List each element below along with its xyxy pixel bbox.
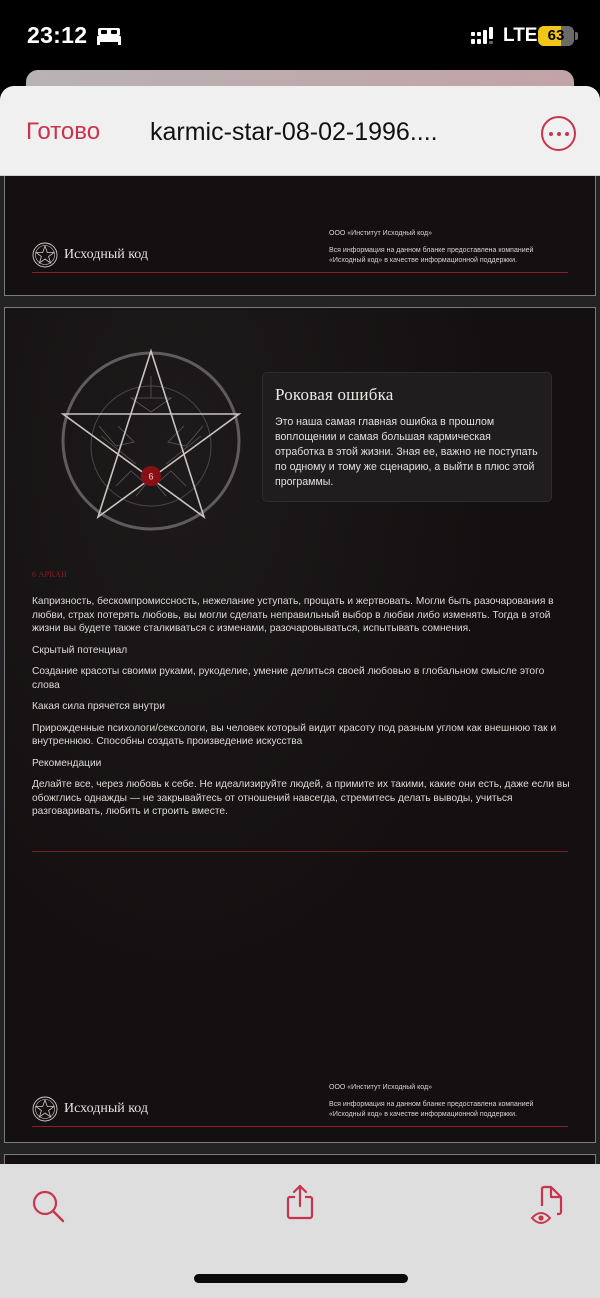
network-type: LTE — [503, 25, 538, 46]
paragraph-inner-power: Прирожденные психологи/сексологи, вы человек который видит красоту под разным углом как внешнюю так и внутреннюю. Способны создать произведение искусства — [32, 722, 557, 747]
paragraph-recommendations: Делайте все, через любовь к себе. Не идеализируйте людей, а примите их такими, какие они есть, даже если вы обожглись однажды — не закрывайтесь от отношений навсегда, стремитесь делать выводы, учиться разговаривать, любить и строить вместе. — [32, 779, 570, 817]
logo-text: Исходный код — [64, 247, 149, 262]
pentagram-logo-icon — [32, 242, 58, 268]
footer-note: Вся информация на данном бланке предоставлена компанией «Исходный код» в качестве информационной поддержки. — [329, 1101, 534, 1118]
search-button[interactable] — [28, 1186, 68, 1226]
footer-note: Вся информация на данном бланке предоставлена компанией «Исходный код» в качестве информационной поддержки. — [329, 247, 534, 264]
battery-icon — [538, 26, 574, 46]
paragraph-hidden-potential: Создание красоты своими руками, рукоделие, умение делиться своей любовью в глобальном смысле этого слова — [32, 666, 545, 691]
pentagram-logo-icon — [32, 1096, 58, 1122]
arcana-badge: 6 — [148, 471, 154, 482]
search-icon — [28, 1186, 68, 1226]
arcana-description — [32, 595, 572, 827]
ellipsis-dot — [565, 132, 569, 136]
heading-inner-power: Какая сила прячется внутри — [32, 701, 165, 712]
info-card — [262, 372, 552, 502]
share-button[interactable] — [281, 1182, 321, 1222]
pdf-page — [4, 176, 596, 296]
ellipsis-dot — [549, 132, 553, 136]
section-divider — [32, 851, 568, 852]
nav-bar — [0, 86, 600, 176]
bed-icon — [97, 27, 121, 45]
paragraph-main: Капризность, бескомпромиссность, нежелание уступать, прощать и жертвовать. Могли быть разочарования в любви, страх потерять любовь, вы могли сделать неправильный выбор в любви либо изменять. Тогда в этой жизни вы будете также сталкиваться с изменами, разочаровываться, испытывать сомнения. — [32, 596, 554, 634]
pdf-viewer[interactable] — [0, 176, 600, 1164]
more-button[interactable] — [541, 116, 576, 151]
footer-company: ООО «Институт Исходный код» — [329, 230, 433, 237]
heading-recommendations: Рекомендации — [32, 757, 102, 769]
status-time: 23:12 — [27, 22, 88, 48]
document-eye-icon — [528, 1184, 570, 1228]
pdf-page — [4, 307, 596, 1143]
pdf-page — [4, 1154, 596, 1164]
karmic-star-pentagram — [56, 346, 246, 536]
status-bar — [0, 0, 600, 70]
battery-nub — [575, 32, 578, 40]
company-logo — [32, 242, 148, 268]
footer-divider — [32, 272, 568, 273]
card-title: Роковая ошибка — [275, 385, 394, 404]
bottom-toolbar — [0, 1164, 600, 1298]
signal-icon — [471, 27, 497, 45]
ellipsis-dot — [557, 132, 561, 136]
footer-company: ООО «Институт Исходный код» — [329, 1084, 433, 1091]
card-body: Это наша самая главная ошибка в прошлом воплощении и самая большая кармическая отработка в этой жизни. Зная ее, важно не поступать по одному и тому же сценарию, а выйти в плюс этой программы. — [275, 416, 538, 488]
battery-percent: 63 — [547, 27, 565, 44]
footer-divider — [32, 1126, 568, 1127]
home-indicator[interactable] — [194, 1274, 408, 1283]
document-viewer-button[interactable] — [528, 1184, 568, 1224]
done-button[interactable]: Готово — [26, 118, 101, 145]
arcana-label: 6 АРКАН — [32, 570, 68, 579]
document-title: karmic-star-08-02-1996.... — [150, 118, 438, 146]
share-icon — [281, 1182, 321, 1222]
logo-text: Исходный код — [64, 1101, 149, 1116]
heading-hidden-potential: Скрытый потенциал — [32, 644, 128, 656]
company-logo — [32, 1096, 148, 1122]
